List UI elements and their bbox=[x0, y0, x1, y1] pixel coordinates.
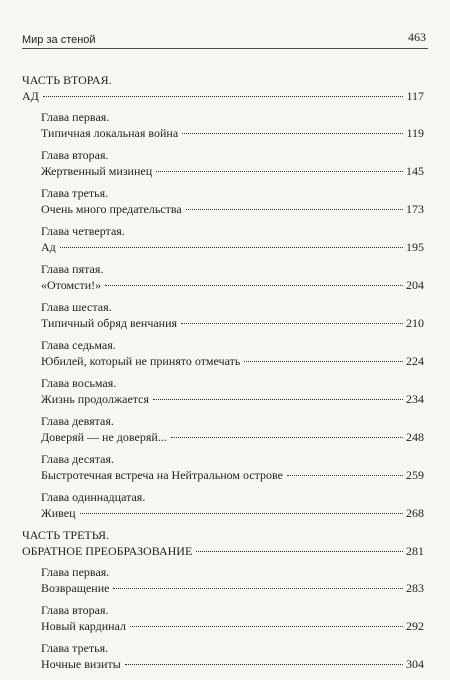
chapter-title: Типичный обряд венчания bbox=[41, 316, 178, 330]
toc-chapter-entry bbox=[22, 489, 428, 521]
toc-chapter-entry bbox=[22, 185, 428, 217]
toc-chapter-entry bbox=[22, 564, 428, 596]
chapter-title: Юбилей, который не принято отмечать bbox=[41, 354, 241, 368]
toc-chapter-entry bbox=[22, 299, 428, 331]
chapter-title: Типичная локальная война bbox=[41, 126, 179, 140]
part-title: ОБРАТНОЕ ПРЕОБРАЗОВАНИЕ bbox=[22, 544, 193, 558]
part-label: ЧАСТЬ ВТОРАЯ. bbox=[22, 73, 112, 87]
table-of-contents bbox=[22, 72, 428, 678]
toc-title-line bbox=[41, 353, 428, 369]
toc-chapter-entry bbox=[22, 375, 428, 407]
toc-chapter-entry bbox=[22, 640, 428, 672]
toc-chapter-entry bbox=[22, 451, 428, 483]
toc-page-number: 224 bbox=[406, 354, 424, 368]
toc-page-number: 119 bbox=[406, 126, 424, 140]
toc-title-line bbox=[41, 125, 428, 141]
toc-page-number: 304 bbox=[406, 657, 424, 671]
toc-page-number: 259 bbox=[406, 468, 424, 482]
chapter-title: Живец bbox=[41, 506, 76, 520]
chapter-label: Глава первая. bbox=[41, 565, 110, 579]
toc-title-line bbox=[41, 315, 428, 331]
toc-title-line bbox=[41, 391, 428, 407]
toc-page-number: 281 bbox=[406, 544, 424, 558]
toc-title-line bbox=[41, 163, 428, 179]
chapter-title: Доверяй — не доверяй... bbox=[41, 430, 167, 444]
dot-leader bbox=[287, 475, 403, 476]
chapter-title: «Отомсти!» bbox=[41, 278, 102, 292]
dot-leader bbox=[153, 399, 403, 400]
chapter-label: Глава шестая. bbox=[41, 300, 112, 314]
toc-page-number: 204 bbox=[406, 278, 424, 292]
chapter-title: Ад bbox=[41, 240, 56, 254]
toc-title-line bbox=[41, 239, 428, 255]
toc-page-number: 248 bbox=[406, 430, 424, 444]
toc-title-line bbox=[22, 543, 428, 559]
chapter-label: Глава седьмая. bbox=[41, 338, 116, 352]
running-header bbox=[22, 10, 428, 49]
toc-page-number: 145 bbox=[406, 164, 424, 178]
dot-leader bbox=[171, 437, 403, 438]
toc-page-number: 283 bbox=[406, 581, 424, 595]
dot-leader bbox=[43, 96, 404, 97]
dot-leader bbox=[80, 513, 403, 514]
chapter-label: Глава пятая. bbox=[41, 262, 104, 276]
chapter-label: Глава третья. bbox=[41, 641, 109, 655]
chapter-label: Глава четвертая. bbox=[41, 224, 125, 238]
toc-chapter-entry bbox=[22, 602, 428, 634]
chapter-title: Очень много предательства bbox=[41, 202, 182, 216]
dot-leader bbox=[186, 209, 403, 210]
toc-chapter-entry bbox=[22, 109, 428, 141]
dot-leader bbox=[130, 626, 403, 627]
book-title: Мир за стеной bbox=[22, 34, 96, 46]
chapter-label: Глава третья. bbox=[41, 186, 109, 200]
toc-title-line bbox=[41, 656, 428, 672]
toc-chapter-entry bbox=[22, 413, 428, 445]
chapter-label: Глава вторая. bbox=[41, 148, 109, 162]
dot-leader bbox=[181, 323, 403, 324]
chapter-title: Жизнь продолжается bbox=[41, 392, 149, 406]
toc-title-line bbox=[41, 201, 428, 217]
part-title: АД bbox=[22, 89, 39, 103]
toc-chapter-entry bbox=[22, 147, 428, 179]
dot-leader bbox=[196, 551, 403, 552]
toc-page-number: 234 bbox=[406, 392, 424, 406]
toc-page-number: 292 bbox=[406, 619, 424, 633]
chapter-title: Быстротечная встреча на Нейтральном острове bbox=[41, 468, 283, 482]
dot-leader bbox=[182, 133, 403, 134]
chapter-title: Ночные визиты bbox=[41, 657, 121, 671]
toc-chapter-entry bbox=[22, 337, 428, 369]
toc-title-line bbox=[41, 277, 428, 293]
toc-part-entry bbox=[22, 527, 428, 559]
toc-title-line bbox=[22, 88, 428, 104]
dot-leader bbox=[113, 588, 403, 589]
chapter-label: Глава девятая. bbox=[41, 414, 114, 428]
toc-chapter-entry bbox=[22, 223, 428, 255]
toc-title-line bbox=[41, 580, 428, 596]
dot-leader bbox=[156, 171, 403, 172]
dot-leader bbox=[60, 247, 403, 248]
toc-page-number: 210 bbox=[406, 316, 424, 330]
toc-page-number: 117 bbox=[406, 89, 424, 103]
chapter-label: Глава первая. bbox=[41, 110, 110, 124]
chapter-label: Глава одиннадцатая. bbox=[41, 490, 146, 504]
toc-part-entry bbox=[22, 72, 428, 104]
chapter-label: Глава десятая. bbox=[41, 452, 114, 466]
dot-leader bbox=[244, 361, 403, 362]
chapter-title: Жертвенный мизинец bbox=[41, 164, 153, 178]
dot-leader bbox=[105, 285, 403, 286]
chapter-label: Глава вторая. bbox=[41, 603, 109, 617]
toc-chapter-entry bbox=[22, 261, 428, 293]
toc-title-line bbox=[41, 467, 428, 483]
page-number: 463 bbox=[408, 30, 426, 44]
toc-page-number: 195 bbox=[406, 240, 424, 254]
toc-title-line bbox=[41, 505, 428, 521]
part-label: ЧАСТЬ ТРЕТЬЯ. bbox=[22, 528, 110, 542]
chapter-label: Глава восьмая. bbox=[41, 376, 117, 390]
chapter-title: Новый кардинал bbox=[41, 619, 127, 633]
toc-page-number: 268 bbox=[406, 506, 424, 520]
toc-page-number: 173 bbox=[406, 202, 424, 216]
dot-leader bbox=[125, 664, 403, 665]
toc-title-line bbox=[41, 429, 428, 445]
chapter-title: Возвращение bbox=[41, 581, 110, 595]
toc-title-line bbox=[41, 618, 428, 634]
